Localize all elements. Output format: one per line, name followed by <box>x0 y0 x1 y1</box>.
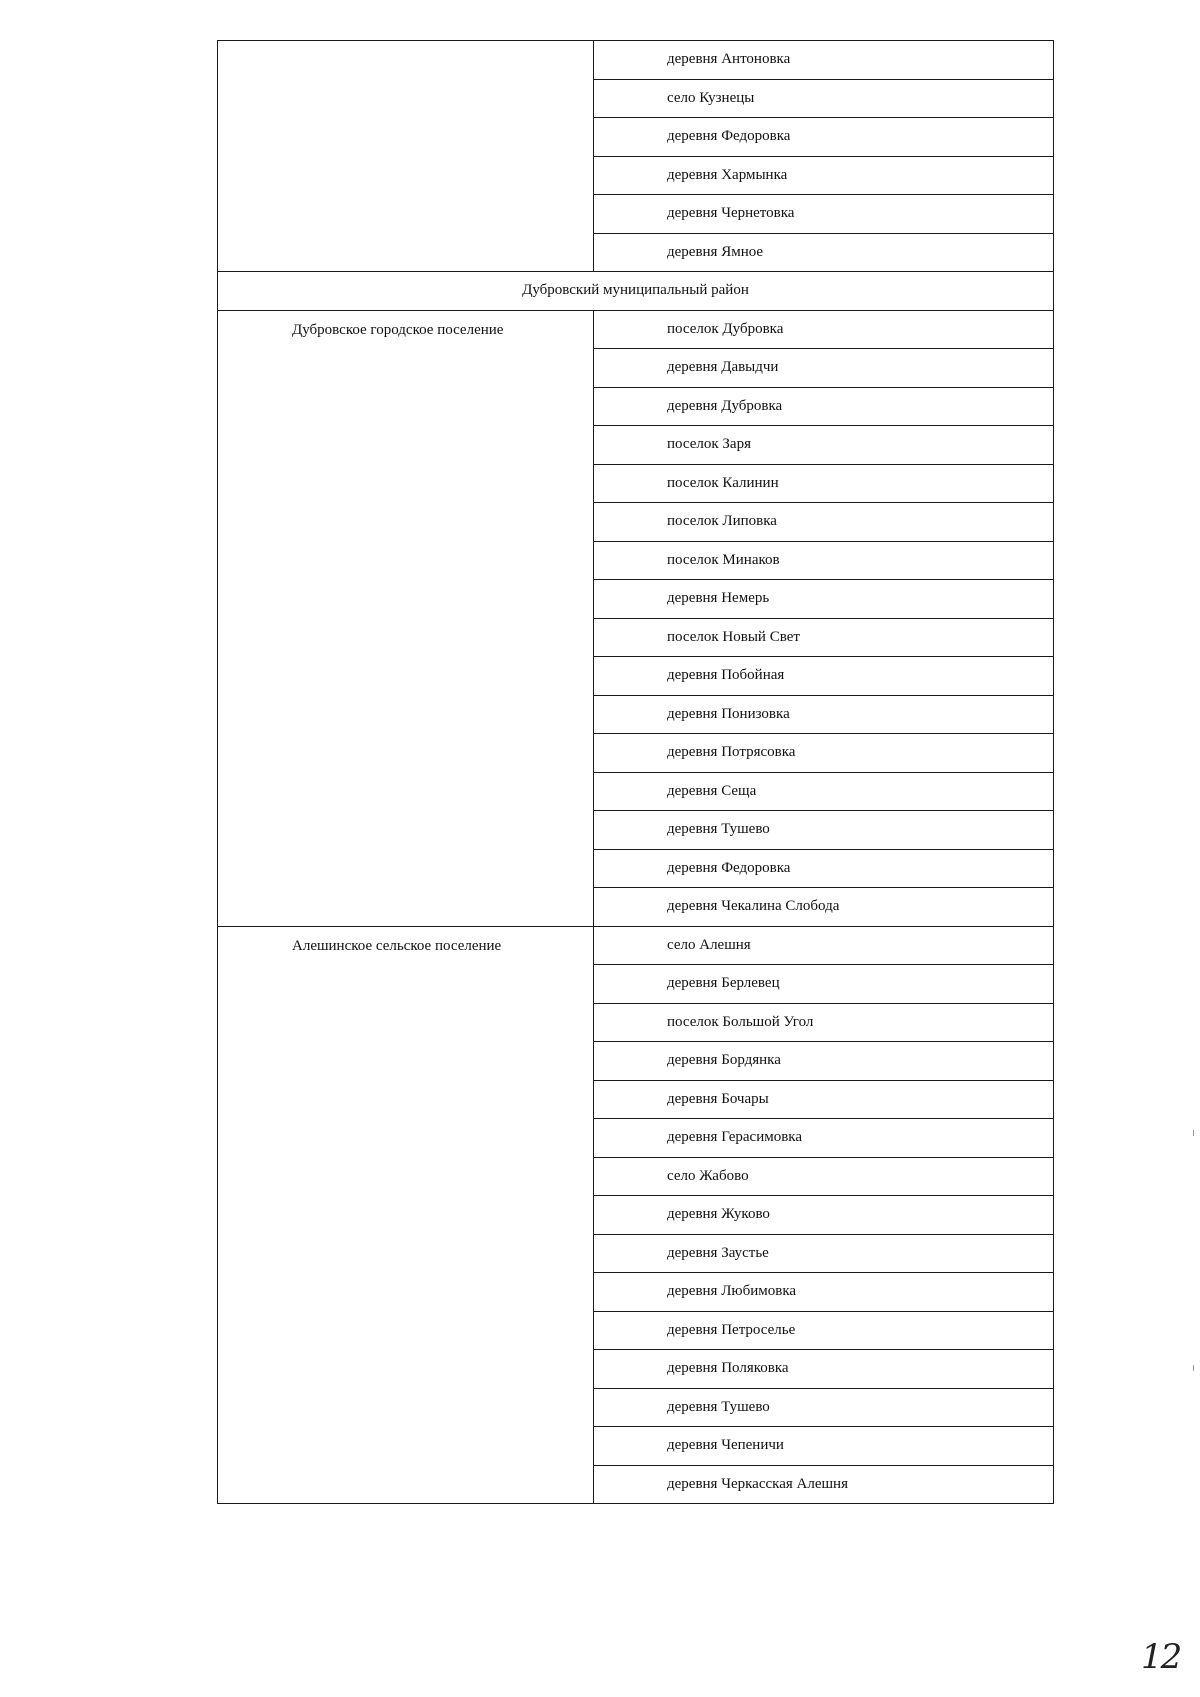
locality-cell: деревня Черкасская Алешня <box>594 1465 1054 1504</box>
locality-cell: деревня Ямное <box>594 233 1054 272</box>
scan-margin-mark <box>1193 1365 1194 1371</box>
locality-cell: деревня Побойная <box>594 657 1054 696</box>
locality-cell: село Жабово <box>594 1157 1054 1196</box>
locality-cell: деревня Петроселье <box>594 1311 1054 1350</box>
settlements-table-body <box>218 41 1054 1504</box>
scan-margin-mark <box>1193 1130 1194 1136</box>
locality-cell: поселок Дубровка <box>594 310 1054 349</box>
district-heading: Дубровский муниципальный район <box>218 272 1054 311</box>
locality-cell: деревня Немерь <box>594 580 1054 619</box>
settlement-name-cell <box>218 41 594 272</box>
locality-cell: поселок Калинин <box>594 464 1054 503</box>
locality-cell: деревня Бордянка <box>594 1042 1054 1081</box>
locality-cell: деревня Федоровка <box>594 849 1054 888</box>
locality-cell: деревня Давыдчи <box>594 349 1054 388</box>
locality-cell: деревня Любимовка <box>594 1273 1054 1312</box>
locality-cell: село Кузнецы <box>594 79 1054 118</box>
locality-cell: деревня Хармынка <box>594 156 1054 195</box>
locality-cell: поселок Большой Угол <box>594 1003 1054 1042</box>
locality-cell: поселок Заря <box>594 426 1054 465</box>
locality-cell: деревня Жуково <box>594 1196 1054 1235</box>
locality-cell: деревня Берлевец <box>594 965 1054 1004</box>
locality-cell: поселок Липовка <box>594 503 1054 542</box>
locality-cell: деревня Дубровка <box>594 387 1054 426</box>
locality-cell: поселок Минаков <box>594 541 1054 580</box>
locality-cell: поселок Новый Свет <box>594 618 1054 657</box>
table-row <box>218 926 1054 965</box>
table-row <box>218 41 1054 80</box>
district-row <box>218 272 1054 311</box>
locality-cell: деревня Чернетовка <box>594 195 1054 234</box>
settlement-name-cell: Дубровское городское поселение <box>218 310 594 926</box>
settlements-table <box>217 40 1054 1504</box>
locality-cell: деревня Герасимовка <box>594 1119 1054 1158</box>
locality-cell: деревня Понизовка <box>594 695 1054 734</box>
locality-cell: деревня Тушево <box>594 1388 1054 1427</box>
locality-cell: деревня Бочары <box>594 1080 1054 1119</box>
locality-cell: деревня Чекалина Слобода <box>594 888 1054 927</box>
locality-cell: деревня Потрясовка <box>594 734 1054 773</box>
locality-cell: деревня Поляковка <box>594 1350 1054 1389</box>
table-row <box>218 310 1054 349</box>
locality-cell: деревня Заустье <box>594 1234 1054 1273</box>
locality-cell: село Алешня <box>594 926 1054 965</box>
locality-cell: деревня Антоновка <box>594 41 1054 80</box>
locality-cell: деревня Тушево <box>594 811 1054 850</box>
locality-cell: деревня Федоровка <box>594 118 1054 157</box>
settlement-name-cell: Алешинское сельское поселение <box>218 926 594 1504</box>
locality-cell: деревня Сеща <box>594 772 1054 811</box>
page-number: 12 <box>1141 1637 1181 1677</box>
locality-cell: деревня Чепеничи <box>594 1427 1054 1466</box>
